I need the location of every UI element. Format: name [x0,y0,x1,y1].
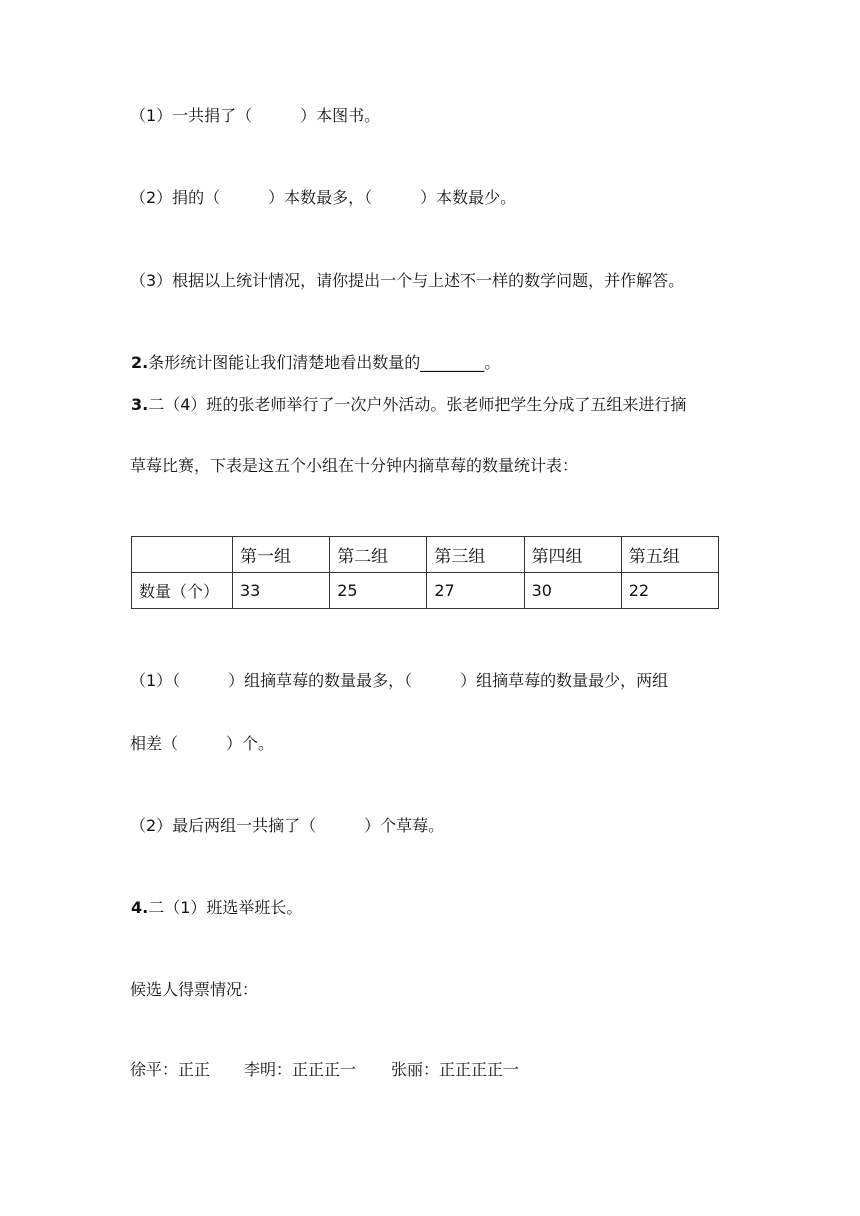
table-header-row [132,537,719,573]
question-4 [131,898,302,918]
q3-sub1-line2: 相差（ ）个。 [130,734,275,753]
question-text: 二（1）班选举班长。 [148,898,303,917]
q3-sub2: （2）最后两组一共摘了（ ）个草莓。 [130,816,445,835]
q1-sub1: （1）一共捐了（ ）本图书。 [130,106,381,125]
table-header-cell: 第二组 [330,537,427,573]
table-cell: 33 [233,573,330,609]
table-corner-cell [132,537,233,573]
table-row [132,573,719,609]
question-3-line2: 草莓比赛，下表是这五个小组在十分钟内摘草莓的数量统计表： [130,456,579,475]
table-header-cell: 第一组 [233,537,330,573]
q1-sub3: （3）根据以上统计情况，请你提出一个与上述不一样的数学问题，并作解答。 [130,271,685,290]
vote-liming: 李明：正正正一 [244,1060,357,1079]
question-2 [131,353,500,373]
q1-sub2: （2）捐的（ ）本数最多，（ ）本数最少。 [130,188,517,207]
q4-sub: 候选人得票情况： [130,980,259,999]
vote-zhangli: 张丽：正正正正一 [391,1060,520,1079]
question-number: 2. [131,353,149,372]
vote-xuping: 徐平：正正 [130,1060,211,1079]
table-header-cell: 第四组 [524,537,621,573]
question-number: 4. [131,898,149,917]
question-text: 条形统计图能让我们清楚地看出数量的________。 [148,353,501,372]
table-cell: 30 [524,573,621,609]
question-text: 二（4）班的张老师举行了一次户外活动。张老师把学生分成了五组来进行摘 [148,395,687,414]
table-cell: 22 [621,573,718,609]
table-row-label: 数量（个） [132,573,233,609]
table-header-cell: 第五组 [621,537,718,573]
table-cell: 27 [427,573,524,609]
question-3-line1 [131,395,686,415]
table-cell: 25 [330,573,427,609]
q3-sub1-line1: （1）（ ）组摘草莓的数量最多，（ ）组摘草莓的数量最少，两组 [130,671,669,690]
question-number: 3. [131,395,149,414]
strawberry-table [131,536,719,609]
table-header-cell: 第三组 [427,537,524,573]
